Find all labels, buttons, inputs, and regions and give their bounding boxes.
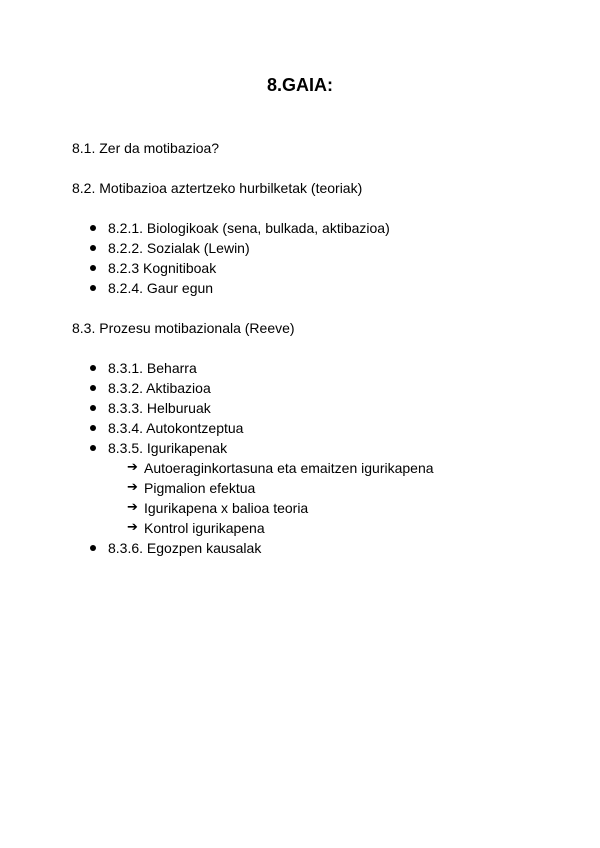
bullet-dot-icon	[90, 245, 96, 251]
right-arrow-icon: ➔	[127, 480, 138, 495]
bullet-dot-icon	[90, 225, 96, 231]
bullet-dot-icon	[90, 365, 96, 371]
list-item: 8.3.4. Autokontzeptua	[108, 420, 244, 436]
list-item: 8.3.6. Egozpen kausalak	[108, 540, 262, 556]
bullet-dot-icon	[90, 545, 96, 551]
section-heading-8-2: 8.2. Motibazioa aztertzeko hurbilketak (teoriak)	[72, 180, 363, 196]
bullet-dot-icon	[90, 285, 96, 291]
sub-list-item: Igurikapena x balioa teoria	[144, 500, 309, 516]
section-heading-8-3: 8.3. Prozesu motibazionala (Reeve)	[72, 320, 295, 336]
bullet-dot-icon	[90, 445, 96, 451]
bullet-dot-icon	[90, 425, 96, 431]
bullet-dot-icon	[90, 385, 96, 391]
list-item: 8.2.1. Biologikoak (sena, bulkada, aktibazioa)	[108, 220, 390, 236]
list-item: 8.3.1. Beharra	[108, 360, 197, 376]
section-heading-8-1: 8.1. Zer da motibazioa?	[72, 140, 220, 156]
list-item: 8.2.4. Gaur egun	[108, 280, 214, 296]
right-arrow-icon: ➔	[127, 500, 138, 515]
bullet-dot-icon	[90, 265, 96, 271]
list-item: 8.3.3. Helburuak	[108, 400, 211, 416]
page-title: 8.GAIA:	[266, 75, 333, 95]
right-arrow-icon: ➔	[127, 460, 138, 475]
sub-list-item: Pigmalion efektua	[144, 480, 256, 496]
list-item: 8.3.5. Igurikapenak	[108, 440, 228, 456]
list-item: 8.2.3 Kognitiboak	[108, 260, 217, 276]
list-item: 8.3.2. Aktibazioa	[108, 380, 211, 396]
bullet-dot-icon	[90, 405, 96, 411]
sub-list-item: Kontrol igurikapena	[144, 520, 265, 536]
sub-list-item: Autoeraginkortasuna eta emaitzen igurikapena	[144, 460, 434, 476]
right-arrow-icon: ➔	[127, 520, 138, 535]
list-item: 8.2.2. Sozialak (Lewin)	[108, 240, 250, 256]
